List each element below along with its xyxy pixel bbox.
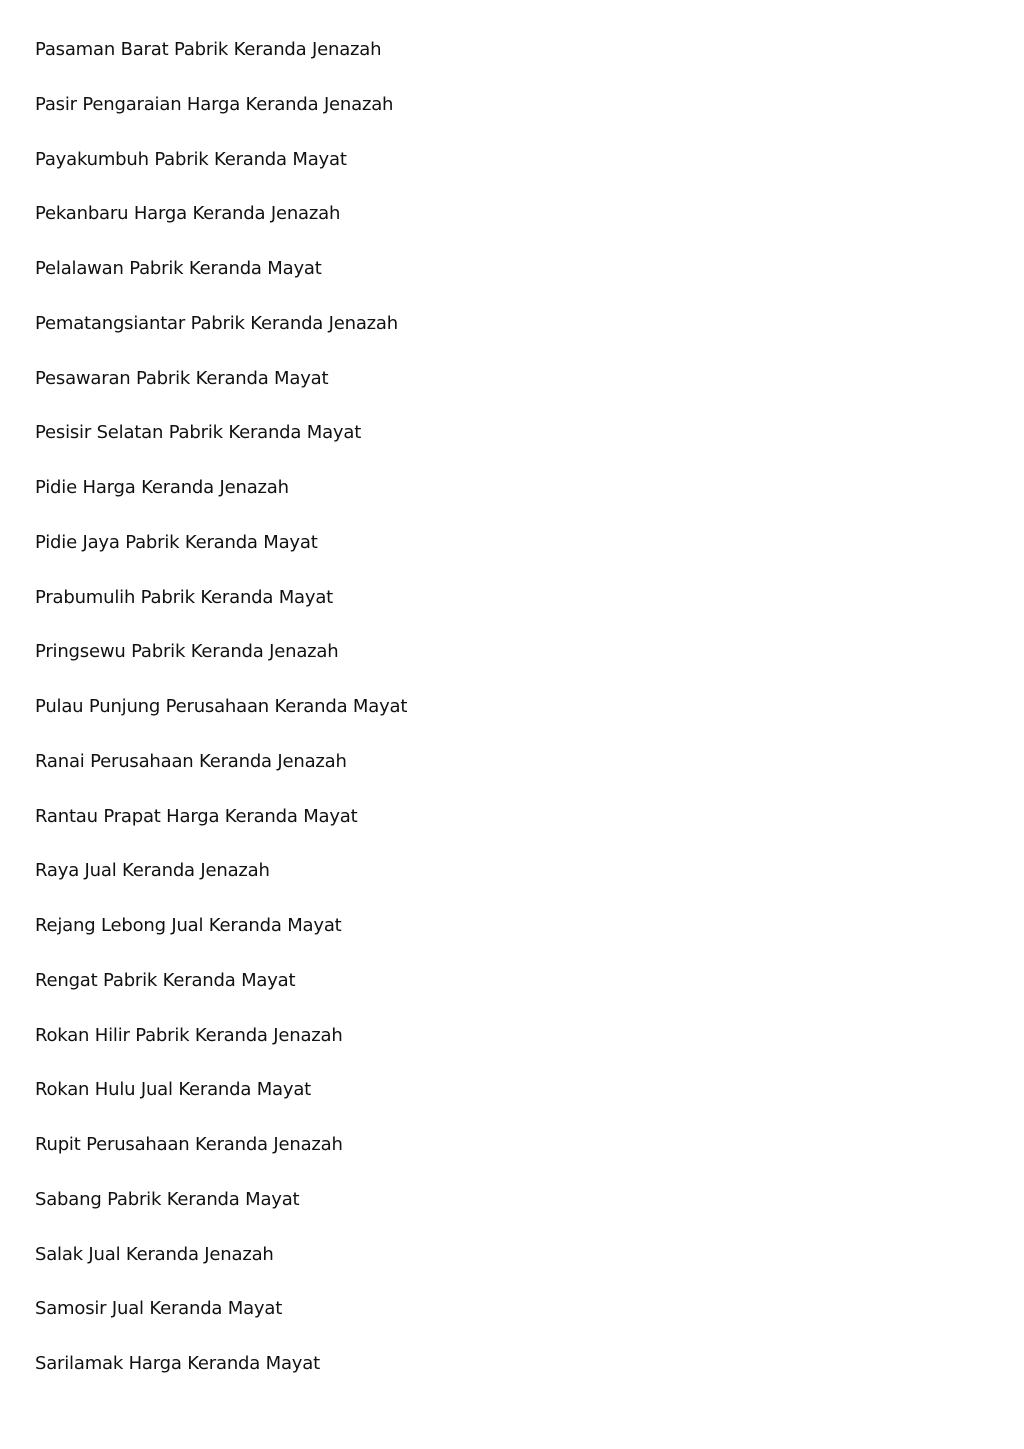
list-item: Payakumbuh Pabrik Keranda Mayat xyxy=(35,148,347,170)
list-item: Pekanbaru Harga Keranda Jenazah xyxy=(35,203,341,225)
location-list xyxy=(35,36,407,1405)
list-item: Sabang Pabrik Keranda Mayat xyxy=(35,1188,300,1210)
list-item: Pringsewu Pabrik Keranda Jenazah xyxy=(35,641,339,663)
list-item: Pesisir Selatan Pabrik Keranda Mayat xyxy=(35,422,362,444)
list-item: Pasir Pengaraian Harga Keranda Jenazah xyxy=(35,93,394,115)
list-item: Rupit Perusahaan Keranda Jenazah xyxy=(35,1134,343,1155)
list-item: Samosir Jual Keranda Mayat xyxy=(35,1298,283,1320)
list-item: Rengat Pabrik Keranda Mayat xyxy=(35,969,296,991)
list-item: Sarilamak Harga Keranda Mayat xyxy=(35,1353,320,1374)
list-item: Pulau Punjung Perusahaan Keranda Mayat xyxy=(35,696,408,717)
list-item: Pidie Jaya Pabrik Keranda Mayat xyxy=(35,531,318,553)
list-item: Rokan Hulu Jual Keranda Mayat xyxy=(35,1079,312,1101)
list-item: Pelalawan Pabrik Keranda Mayat xyxy=(35,258,322,279)
list-item: Prabumulih Pabrik Keranda Mayat xyxy=(35,586,334,608)
list-item: Rantau Prapat Harga Keranda Mayat xyxy=(35,805,358,827)
list-item: Raya Jual Keranda Jenazah xyxy=(35,860,270,882)
list-item: Rokan Hilir Pabrik Keranda Jenazah xyxy=(35,1024,343,1046)
list-item: Pidie Harga Keranda Jenazah xyxy=(35,477,289,498)
list-item: Pasaman Barat Pabrik Keranda Jenazah xyxy=(35,39,382,60)
list-item: Rejang Lebong Jual Keranda Mayat xyxy=(35,915,342,936)
list-item: Salak Jual Keranda Jenazah xyxy=(35,1243,274,1265)
list-item: Pesawaran Pabrik Keranda Mayat xyxy=(35,367,329,389)
list-item: Ranai Perusahaan Keranda Jenazah xyxy=(35,750,347,772)
list-item: Pematangsiantar Pabrik Keranda Jenazah xyxy=(35,312,398,334)
